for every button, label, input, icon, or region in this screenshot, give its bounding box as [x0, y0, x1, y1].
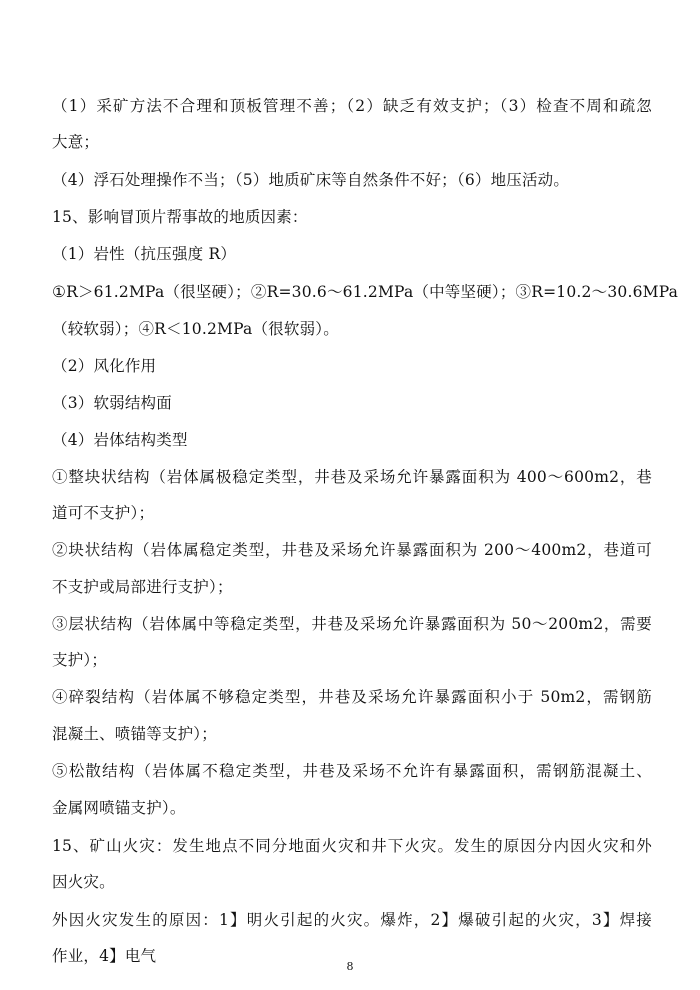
subsection-heading: （1）岩性（抗压强度 R） — [52, 245, 237, 263]
text-line: ⑤松散结构（岩体属不稳定类型，井巷及采场不允许有暴露面积，需钢筋混凝土、 — [52, 762, 652, 780]
text-line: ①R＞61.2MPa（很坚硬）；②R=30.6～61.2MPa（中等坚硬）；③R=10.2～30.6MPa — [52, 283, 679, 301]
text-line: （4）浮石处理操作不当；（5）地质矿床等自然条件不好；（6）地压活动。 — [52, 171, 570, 189]
text-line: 支护）； — [52, 651, 108, 669]
text-line: ①整块状结构（岩体属极稳定类型，井巷及采场允许暴露面积为 400～600m2，巷 — [52, 468, 652, 486]
text-line: （1）采矿方法不合理和顶板管理不善；（2）缺乏有效支护；（3）检查不周和疏忽 — [52, 97, 652, 115]
subsection-heading: （2）风化作用 — [52, 357, 157, 375]
text-line: 不支护或局部进行支护）； — [52, 578, 233, 596]
text-line: ②块状结构（岩体属稳定类型，井巷及采场允许暴露面积为 200～400m2，巷道可 — [52, 541, 652, 559]
text-line: 外因火灾发生的原因：1】明火引起的火灾。爆炸，2】爆破引起的火灾，3】焊接 — [52, 911, 652, 929]
text-line: ④碎裂结构（岩体属不够稳定类型，井巷及采场允许暴露面积小于 50m2，需钢筋 — [52, 688, 652, 706]
section-heading: 15、影响冒顶片帮事故的地质因素： — [52, 208, 308, 226]
text-line: ③层状结构（岩体属中等稳定类型，井巷及采场允许暴露面积为 50～200m2，需要 — [52, 615, 652, 633]
text-line: 因火灾。 — [52, 873, 115, 891]
text-line: 金属网喷锚支护）。 — [52, 799, 186, 817]
subsection-heading: （4）岩体结构类型 — [52, 431, 188, 449]
section-heading: 15、矿山火灾：发生地点不同分地面火灾和井下火灾。发生的原因分内因火灾和外 — [52, 837, 652, 855]
text-line: 混凝土、喷锚等支护）； — [52, 725, 217, 743]
subsection-heading: （3）软弱结构面 — [52, 394, 172, 412]
page-number: 8 — [346, 960, 354, 973]
text-line: 道可不支护）； — [52, 504, 155, 522]
text-line: 大意； — [52, 133, 100, 151]
text-line: 作业，4】电气 — [52, 947, 157, 965]
text-line: （较软弱）；④R＜10.2MPa（很软弱）。 — [52, 320, 339, 338]
